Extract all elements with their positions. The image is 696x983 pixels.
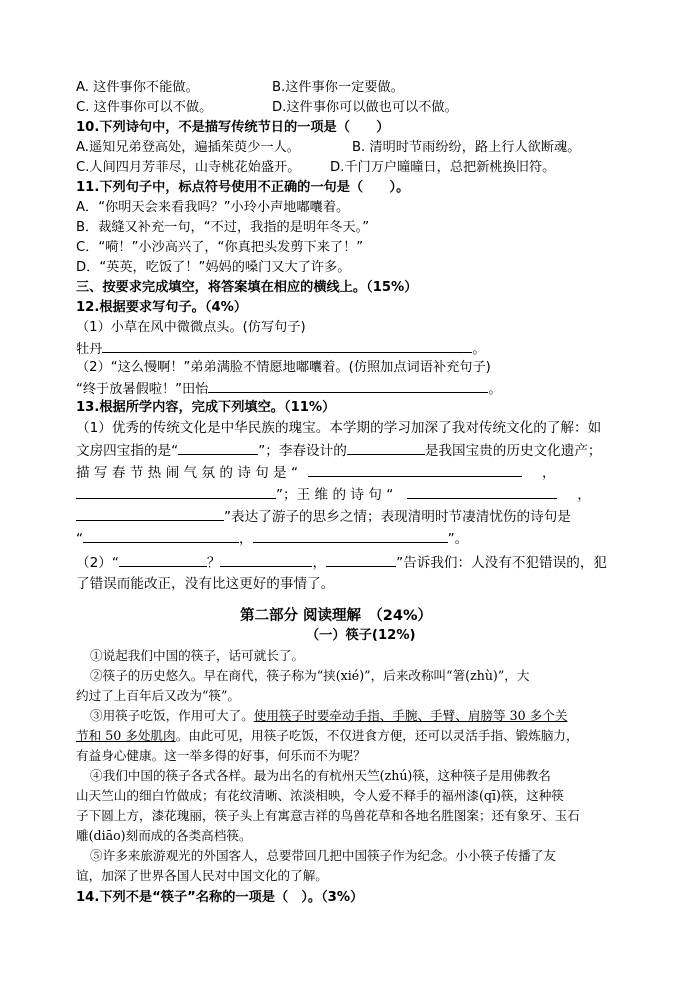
passage-text: ③用筷子吃饭，作用可大了。 [90,708,254,723]
passage-para4-line1: ④我们中国的筷子各式各样。最为出名的有杭州天竺(zhú)筷，这种筷子是用佛教名 [90,768,551,783]
passage-para4-line2: 山天竺山的细白竹做成；有花纹清晰、浓淡相映，令人爱不释手的福州漆(qī)筷，这种筷 [76,788,564,803]
q9-option-d: D.这件事你可以做也可以不做。 [272,100,458,115]
passage-text: 。由此可见，用筷子吃饭，不仅进食方便，还可以灵活手指、锻炼脑力， [175,728,579,743]
q14-stem: 14.下列不是“筷子”名称的一项是（ ）。（3%） [76,890,364,905]
passage-title: （一）筷子(12%) [306,628,416,643]
q10-option-b: B. 清明时节雨纷纷，路上行人欲断魂。 [352,140,581,155]
section3-title: 三、按要求完成填空，将答案填在相应的横线上。（15%） [76,280,418,295]
q13-blank-four-treasures[interactable] [178,440,258,455]
q13-text: （2）“ [76,555,119,571]
q13-blank-saying-2[interactable] [220,552,312,567]
passage-para3-line2 [76,726,579,746]
q13-blank-bridge[interactable] [347,440,425,455]
q13-p1-line6 [76,528,468,549]
q11-option-b: B．裁缝又补充一句，“不过，我指的是明年冬天。” [76,220,370,235]
passage-para1: ①说起我们中国的筷子，话可就长了。 [90,648,305,663]
q13-text: 是我国宝贵的历史文化遗产； [424,443,602,459]
q13-text: “ [76,531,84,547]
passage-para3-line1 [90,706,567,726]
passage-underlined-sentence: 使用筷子时要牵动手指、手腕、手臂、肩膀等 30 多个关 [253,708,568,723]
q11-option-a: A．“你明天会来看我吗？”小玲小声地嘟囔着。 [76,200,350,215]
q13-p1-line4 [76,484,591,505]
q13-p1-line1: （1）优秀的传统文化是中华民族的瑰宝。本学期的学习加深了我对传统文化的了解：如 [76,420,602,436]
passage-para2-line1: ②筷子的历史悠久。早在商代，筷子称为“挟(xié)”，后来改称叫“箸(zhù)”，大 [90,668,530,683]
q11-stem: 11.下列句子中，标点符号使用不正确的一句是（ ）。 [76,180,410,195]
q13-blank-qingming-2[interactable] [253,528,448,543]
q12-sub2-blank[interactable] [208,378,488,393]
q13-text: ”告诉我们：人没有不犯错误的，犯 [396,555,608,571]
q12-stem: 12.根据要求写句子。（4%） [76,300,248,315]
q13-p2-line2: 了错误而能改正，没有比这更好的事情了。 [76,576,335,592]
q13-stem: 13.根据所学内容，完成下列填空。（11%） [76,400,336,415]
q13-blank-qingming-1[interactable] [83,528,239,543]
q13-text: 描 写 春 节 热 闹 气 氛 的 诗 句 是 “ [76,465,299,481]
q13-blank-wangwei-1[interactable] [407,484,557,499]
passage-para5-line1: ⑤许多来旅游观光的外国客人，总要带回几把中国筷子作为纪念。小小筷子传播了友 [90,848,556,863]
q12-sub2-prefix: “终于放暑假啦！”田怡 [76,382,209,397]
q13-text: ”；李春设计的 [258,443,347,459]
q12-sub1-prefix: 牡丹 [76,342,103,357]
q13-blank-saying-1[interactable] [119,552,207,567]
q9-option-b: B.这件事你一定要做。 [272,80,404,95]
q13-blank-spring-poem-1[interactable] [308,462,522,477]
q13-text: 文房四宝指的是“ [76,443,179,459]
passage-para3-line3: 有益身心健康。这一举多得的好事，何乐而不为呢？ [76,748,366,763]
passage-para2-line2: 约过了上百年后又改为“筷”。 [76,688,241,703]
part2-title: 第二部分 阅读理解 （24%） [240,608,433,624]
q12-sub2-period: 。 [488,382,502,397]
q13-text: ， [239,531,253,547]
q13-text: ， [312,555,327,571]
q13-text: ”；王 维 的 诗 句 “ [276,487,394,503]
passage-para4-line4: 雕(diāo)刻而成的各类高档筷。 [76,828,252,843]
q13-text: ”表达了游子的思乡之情；表现清明时节凄清忧伤的诗句是 [224,509,571,525]
q13-blank-saying-3[interactable] [326,552,396,567]
q13-p1-line2 [76,440,602,461]
q12-sub2-answer [76,378,502,400]
q12-sub2: （2）“这么慢啊！”弟弟满脸不情愿地嘟囔着。(仿照加点词语补充句子) [76,360,491,375]
q12-sub1-answer [76,338,486,360]
q9-option-c: C. 这件事你可以不做。 [76,100,213,115]
q13-text: ， [542,465,556,481]
q12-sub1-blank[interactable] [102,338,472,353]
passage-underlined-sentence: 节和 50 多处肌肉 [76,728,176,743]
q13-p1-line5 [76,506,571,527]
q13-text: ， [577,487,591,503]
q13-blank-spring-poem-2[interactable] [76,484,276,499]
q13-p1-line3 [76,462,556,483]
q13-text: ？ [206,555,221,571]
q13-text: ”。 [447,531,469,547]
q11-option-c: C．“嗬！”小沙高兴了，“你真把头发剪下来了！” [76,240,364,255]
passage-para5-line2: 谊，加深了世界各国人民对中国文化的了解。 [76,868,328,883]
q11-option-d: D．“英英，吃饭了！”妈妈的嗓门又大了许多。 [76,260,351,275]
q13-blank-wangwei-2[interactable] [76,506,224,521]
passage-para4-line3: 子下圆上方，漆花瑰丽，筷子头上有寓意吉祥的鸟兽花草和各地名胜图案；还有象牙、玉石 [76,808,580,823]
q10-option-d: D.千门万户曈曈日，总把新桃换旧符。 [330,160,556,175]
q13-p2-line1 [76,552,607,573]
q12-sub1: （1）小草在风中微微点头。(仿写句子) [76,320,306,335]
q10-option-c: C.人间四月芳菲尽，山寺桃花始盛开。 [76,160,301,175]
q9-option-a: A. 这件事你不能做。 [76,80,199,95]
q12-sub1-period: 。 [472,342,486,357]
q10-option-a: A.遥知兄弟登高处，遍插茱萸少一人。 [76,140,300,155]
q10-stem: 10.下列诗句中，不是描写传统节日的一项是（ ） [76,120,390,135]
